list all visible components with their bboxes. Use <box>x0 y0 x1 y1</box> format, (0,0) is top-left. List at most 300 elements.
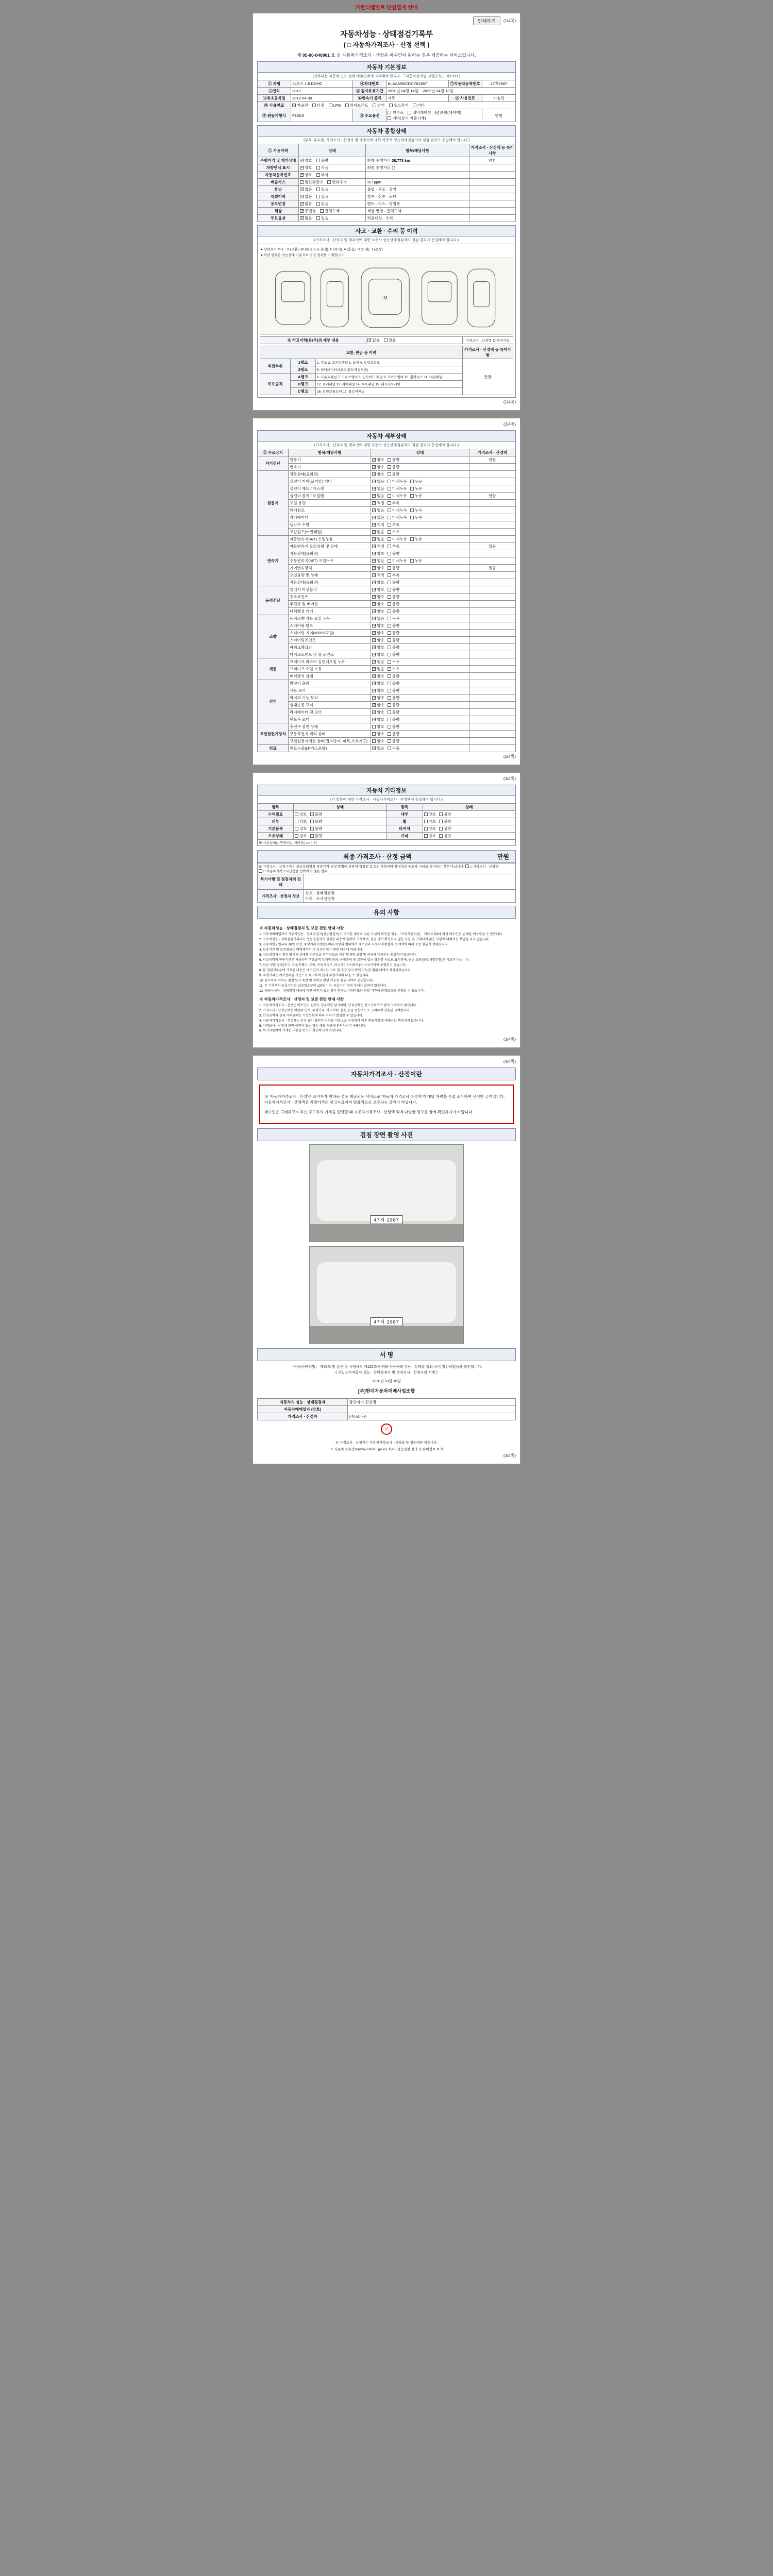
checkbox-label: 없음 <box>377 494 384 498</box>
checkbox-label: 부족 <box>392 522 400 527</box>
checkbox[interactable] <box>300 187 312 192</box>
checkbox[interactable] <box>388 745 400 751</box>
checkbox-fuel[interactable] <box>373 103 385 108</box>
checkbox[interactable] <box>372 536 384 542</box>
checkbox-icon[interactable] <box>408 111 411 114</box>
checkbox[interactable] <box>372 515 384 520</box>
checkbox-label: 없음 <box>377 746 384 751</box>
checkbox-icon[interactable] <box>424 812 428 816</box>
checkbox-icon[interactable] <box>388 552 391 555</box>
table-row <box>258 709 516 716</box>
checkbox[interactable] <box>388 587 400 592</box>
checkbox-icon[interactable] <box>372 718 376 721</box>
checkbox-icon[interactable] <box>388 595 391 599</box>
checkbox-icon[interactable] <box>310 827 314 831</box>
checkbox-icon[interactable] <box>372 710 376 714</box>
checkbox-icon[interactable] <box>372 458 376 462</box>
checkbox[interactable] <box>372 724 384 730</box>
checkbox-icon[interactable] <box>388 689 391 692</box>
checkbox[interactable] <box>295 826 307 832</box>
checkbox-icon[interactable] <box>388 653 391 656</box>
checkbox[interactable] <box>300 172 312 178</box>
checkbox[interactable] <box>372 587 384 592</box>
checkbox[interactable] <box>310 833 323 839</box>
checkbox-icon[interactable] <box>388 487 391 490</box>
checkbox-icon[interactable] <box>372 472 376 476</box>
checkbox-icon[interactable] <box>300 202 304 206</box>
checkbox[interactable] <box>316 201 329 207</box>
checkbox-option[interactable] <box>435 110 461 115</box>
checkbox[interactable] <box>388 594 400 600</box>
checkbox[interactable] <box>410 558 423 564</box>
checkbox-icon[interactable] <box>410 537 414 541</box>
checkbox-icon[interactable] <box>316 159 320 162</box>
checkbox[interactable] <box>316 165 329 171</box>
checkbox[interactable] <box>388 695 400 701</box>
checkbox[interactable] <box>372 507 384 513</box>
checkbox[interactable] <box>410 515 423 520</box>
checkbox[interactable] <box>388 731 400 737</box>
checkbox[interactable] <box>388 724 400 730</box>
checkbox-icon[interactable] <box>372 667 376 671</box>
checkbox-icon[interactable] <box>435 111 439 114</box>
checkbox-icon[interactable] <box>372 624 376 628</box>
checkbox-icon[interactable] <box>372 703 376 707</box>
checkbox[interactable] <box>424 811 436 817</box>
col-header: 가격조사 · 산정액 등 특이사항 <box>469 144 515 157</box>
checkbox[interactable] <box>372 630 384 636</box>
checkbox[interactable] <box>372 558 384 564</box>
checkbox[interactable] <box>388 681 400 686</box>
checkbox-icon[interactable] <box>424 834 428 838</box>
checkbox[interactable] <box>424 833 436 839</box>
checkbox[interactable] <box>388 479 407 484</box>
checkbox-icon[interactable] <box>310 820 314 823</box>
checkbox-icon[interactable] <box>424 820 428 823</box>
checkbox-icon[interactable] <box>316 195 320 198</box>
checkbox-option[interactable] <box>388 115 426 121</box>
checkbox[interactable] <box>310 826 323 832</box>
checkbox[interactable] <box>388 544 400 549</box>
checkbox[interactable] <box>388 515 407 520</box>
checkbox-icon[interactable] <box>372 617 376 620</box>
checkbox-icon[interactable] <box>388 739 391 743</box>
checkbox[interactable] <box>372 565 384 571</box>
checkbox-icon[interactable] <box>373 104 376 107</box>
checkbox-icon[interactable] <box>295 812 298 816</box>
checkbox[interactable] <box>372 500 384 506</box>
checkbox[interactable] <box>388 486 407 492</box>
checkbox-icon[interactable] <box>388 472 391 476</box>
checkbox[interactable] <box>388 659 400 665</box>
checkbox-icon[interactable] <box>295 820 298 823</box>
checkbox-icon[interactable] <box>310 834 314 838</box>
checkbox-icon[interactable] <box>372 653 376 656</box>
checkbox[interactable] <box>388 601 400 607</box>
checkbox[interactable] <box>372 529 384 535</box>
checkbox-icon[interactable] <box>372 566 376 570</box>
checkbox-icon[interactable] <box>372 588 376 591</box>
checkbox[interactable] <box>295 833 307 839</box>
checkbox-icon[interactable] <box>439 827 443 831</box>
checkbox-icon[interactable] <box>388 725 391 728</box>
rank-items <box>316 374 463 381</box>
checkbox-icon[interactable] <box>388 646 391 649</box>
table-row <box>258 1413 516 1420</box>
checkbox-icon[interactable] <box>388 638 391 642</box>
checkbox-icon[interactable] <box>388 116 391 120</box>
checkbox[interactable] <box>316 187 329 192</box>
checkbox-icon[interactable] <box>388 537 391 541</box>
checkbox[interactable] <box>310 819 323 824</box>
checkbox-icon[interactable] <box>388 458 391 462</box>
checkbox[interactable] <box>316 172 329 178</box>
checkbox-icon[interactable] <box>372 725 376 728</box>
checkbox[interactable] <box>295 819 307 824</box>
checkbox-icon[interactable] <box>372 660 376 664</box>
checkbox-icon[interactable] <box>439 812 443 816</box>
checkbox-icon[interactable] <box>388 573 391 577</box>
checkbox-icon[interactable] <box>410 516 414 519</box>
checkbox[interactable] <box>372 673 384 679</box>
checkbox[interactable] <box>327 179 347 185</box>
checkbox-icon[interactable] <box>388 494 391 498</box>
checkbox[interactable] <box>372 551 384 556</box>
table-row <box>258 557 516 565</box>
checkbox[interactable] <box>372 493 384 499</box>
checkbox[interactable] <box>388 688 400 693</box>
checkbox-icon[interactable] <box>320 209 324 213</box>
checkbox[interactable] <box>424 826 436 832</box>
checkbox-icon[interactable] <box>372 682 376 685</box>
checkbox[interactable] <box>372 486 384 492</box>
safe-payment-link[interactable]: 커런티캡먼트 안심결제 안내 <box>355 5 418 11</box>
checkbox-icon[interactable] <box>388 682 391 685</box>
item-memo <box>469 622 515 630</box>
checkbox[interactable] <box>372 681 384 686</box>
checkbox[interactable] <box>367 337 380 343</box>
rank-items <box>316 388 463 395</box>
checkbox-icon[interactable] <box>372 530 376 534</box>
checkbox-label: 불량 <box>392 732 400 736</box>
checkbox[interactable] <box>465 864 498 869</box>
checkbox-fuel[interactable] <box>389 103 409 108</box>
checkbox-icon[interactable] <box>388 732 391 736</box>
checkbox[interactable] <box>388 637 400 643</box>
appraisal-explain-title: 자동차가격조사 · 산정이란 <box>257 1067 516 1080</box>
checkbox[interactable] <box>410 536 423 542</box>
checkbox-icon[interactable] <box>465 865 469 868</box>
checkbox[interactable] <box>372 522 384 528</box>
checkbox[interactable] <box>300 201 312 207</box>
checkbox[interactable] <box>388 645 400 650</box>
checkbox-icon[interactable] <box>388 631 391 635</box>
checkbox[interactable] <box>439 833 451 839</box>
checkbox[interactable] <box>372 594 384 600</box>
checkbox[interactable] <box>320 208 340 214</box>
checkbox-icon[interactable] <box>372 545 376 548</box>
checkbox-icon[interactable] <box>372 646 376 649</box>
checkbox-icon[interactable] <box>388 674 391 678</box>
checkbox[interactable] <box>388 464 400 470</box>
checkbox[interactable] <box>388 608 400 614</box>
checkbox-icon[interactable] <box>372 573 376 577</box>
checkbox[interactable] <box>388 666 400 672</box>
item-label: 오일 유량 <box>289 500 371 507</box>
checkbox-icon[interactable] <box>388 660 391 664</box>
checkbox-icon[interactable] <box>388 747 391 750</box>
checkbox[interactable] <box>388 652 400 657</box>
checkbox[interactable] <box>439 811 451 817</box>
checkbox-icon[interactable] <box>388 530 391 534</box>
checkbox-icon[interactable] <box>388 559 391 563</box>
checkbox-icon[interactable] <box>367 338 371 342</box>
checkbox[interactable] <box>372 731 384 737</box>
checkbox-icon[interactable] <box>410 480 414 483</box>
checkbox-icon[interactable] <box>372 638 376 642</box>
checkbox-icon[interactable] <box>295 827 298 831</box>
checkbox[interactable] <box>372 572 384 578</box>
checkbox[interactable] <box>388 565 400 571</box>
checkbox-icon[interactable] <box>388 523 391 527</box>
checkbox[interactable] <box>388 536 407 542</box>
checkbox-icon[interactable] <box>388 617 391 620</box>
checkbox-icon[interactable] <box>389 104 393 107</box>
etc-options <box>294 833 386 840</box>
checkbox[interactable] <box>372 717 384 722</box>
checkbox[interactable] <box>372 652 384 657</box>
checkbox[interactable] <box>295 811 307 817</box>
checkbox-icon[interactable] <box>372 602 376 606</box>
checkbox[interactable] <box>388 493 407 499</box>
checkbox-icon[interactable] <box>388 710 391 714</box>
checkbox-icon[interactable] <box>327 180 331 184</box>
checkbox[interactable] <box>410 493 423 499</box>
checkbox[interactable] <box>372 745 384 751</box>
checkbox[interactable] <box>372 544 384 549</box>
checkbox-icon[interactable] <box>372 494 376 498</box>
checkbox[interactable] <box>388 500 400 506</box>
checkbox-icon[interactable] <box>292 104 296 107</box>
checkbox[interactable] <box>388 616 400 621</box>
checkbox[interactable] <box>372 580 384 585</box>
checkbox-icon[interactable] <box>388 516 391 519</box>
checkbox-icon[interactable] <box>384 338 388 342</box>
checkbox-icon[interactable] <box>372 487 376 490</box>
section-basic-info-note: (기록부는 자동차 인도 전에 매수인에게 교부해야 합니다. 「자동차관리법 시행규칙」 제120조) <box>257 73 516 80</box>
checkbox[interactable] <box>388 580 400 585</box>
checkbox[interactable] <box>388 551 400 556</box>
checkbox[interactable] <box>388 738 400 744</box>
checkbox-icon[interactable] <box>372 689 376 692</box>
checkbox[interactable] <box>388 709 400 715</box>
checkbox-icon[interactable] <box>388 545 391 548</box>
checkbox-icon[interactable] <box>388 465 391 469</box>
checkbox-icon[interactable] <box>300 209 304 213</box>
checkbox[interactable] <box>372 464 384 470</box>
checkbox-icon[interactable] <box>372 516 376 519</box>
checkbox-icon[interactable] <box>388 624 391 628</box>
checkbox[interactable] <box>388 572 400 578</box>
checkbox-icon[interactable] <box>295 834 298 838</box>
checkbox[interactable] <box>300 194 312 199</box>
checkbox[interactable] <box>439 826 451 832</box>
checkbox-icon[interactable] <box>300 173 304 177</box>
print-button[interactable]: 인쇄하기 <box>473 16 500 25</box>
checkbox-icon[interactable] <box>388 696 391 700</box>
checkbox-icon[interactable] <box>372 523 376 527</box>
checkbox-icon[interactable] <box>372 581 376 584</box>
checkbox[interactable] <box>388 558 407 564</box>
checkbox[interactable] <box>372 601 384 607</box>
checkbox-icon[interactable] <box>300 166 304 170</box>
checkbox-icon[interactable] <box>388 588 391 591</box>
checkbox-icon[interactable] <box>372 509 376 512</box>
item-options <box>371 579 469 586</box>
checkbox-icon[interactable] <box>300 188 304 191</box>
checkbox-icon[interactable] <box>372 559 376 563</box>
checkbox-icon[interactable] <box>345 104 349 107</box>
checkbox-icon[interactable] <box>372 732 376 736</box>
checkbox[interactable] <box>300 158 312 163</box>
checkbox[interactable] <box>388 630 400 636</box>
checkbox-icon[interactable] <box>388 667 391 671</box>
checkbox[interactable] <box>410 479 423 484</box>
checkbox-icon[interactable] <box>388 111 391 114</box>
checkbox-icon[interactable] <box>372 537 376 541</box>
checkbox-icon[interactable] <box>316 188 320 191</box>
checkbox[interactable] <box>316 194 329 199</box>
checkbox-icon[interactable] <box>388 509 391 512</box>
checkbox-icon[interactable] <box>439 820 443 823</box>
checkbox[interactable] <box>388 717 400 722</box>
tire-note: ※ 사용설비(□ 안전띠(□ 에어컨(□ □ 기타 <box>258 840 516 846</box>
checkbox-icon[interactable] <box>388 566 391 570</box>
checkbox-icon[interactable] <box>310 812 314 816</box>
terms-item: 12. 자동차성능 · 상태점검 내용에 대한 이의가 있는 경우 한국소비자원 또는 관할 기관에 분쟁조정을 신청할 수 있습니다. <box>259 989 425 993</box>
checkbox-icon[interactable] <box>300 180 304 184</box>
checkbox-icon[interactable] <box>259 869 262 873</box>
checkbox-icon[interactable] <box>410 559 414 563</box>
checkbox-fuel[interactable] <box>413 103 425 108</box>
row-label: 배출가스 <box>258 179 299 186</box>
checkbox-icon[interactable] <box>329 104 332 107</box>
table-row <box>258 471 516 478</box>
checkbox[interactable] <box>316 158 329 163</box>
checkbox-icon[interactable] <box>388 718 391 721</box>
checkbox-icon[interactable] <box>316 173 320 177</box>
checkbox-icon[interactable] <box>372 552 376 555</box>
checkbox[interactable] <box>372 457 384 463</box>
checkbox-icon[interactable] <box>439 834 443 838</box>
checkbox-icon[interactable] <box>372 631 376 635</box>
checkbox[interactable] <box>388 522 400 528</box>
checkbox-icon[interactable] <box>410 487 414 490</box>
checkbox-option[interactable] <box>408 110 431 115</box>
checkbox-icon[interactable] <box>372 609 376 613</box>
checkbox-fuel[interactable] <box>329 103 341 108</box>
checkbox[interactable] <box>372 659 384 665</box>
checkbox[interactable] <box>372 738 384 744</box>
checkbox[interactable] <box>424 819 436 824</box>
checkbox[interactable] <box>388 457 400 463</box>
checkbox[interactable] <box>372 695 384 701</box>
checkbox-icon[interactable] <box>300 159 304 162</box>
checkbox[interactable] <box>372 479 384 484</box>
checkbox-fuel[interactable] <box>292 103 308 108</box>
checkbox[interactable] <box>300 179 323 185</box>
checkbox[interactable] <box>372 688 384 693</box>
checkbox[interactable] <box>372 616 384 621</box>
checkbox-icon[interactable] <box>388 501 391 505</box>
checkbox-icon[interactable] <box>388 703 391 707</box>
checkbox-icon[interactable] <box>372 696 376 700</box>
checkbox-icon[interactable] <box>316 216 320 220</box>
checkbox-icon[interactable] <box>413 104 416 107</box>
checkbox-icon[interactable] <box>372 739 376 743</box>
checkbox[interactable] <box>410 507 423 513</box>
checkbox-icon[interactable] <box>372 595 376 599</box>
checkbox-icon[interactable] <box>388 480 391 483</box>
checkbox[interactable] <box>372 709 384 715</box>
item-label: 스티어링 기어(MDPS포함) <box>289 630 371 637</box>
checkbox[interactable] <box>388 507 407 513</box>
checkbox-icon[interactable] <box>372 501 376 505</box>
checkbox-icon[interactable] <box>316 202 320 206</box>
checkbox[interactable] <box>388 529 400 535</box>
checkbox-label: 누유 <box>414 537 423 541</box>
checkbox-icon[interactable] <box>372 674 376 678</box>
checkbox[interactable] <box>310 811 323 817</box>
checkbox-icon[interactable] <box>372 747 376 750</box>
checkbox[interactable] <box>439 819 451 824</box>
checkbox[interactable] <box>372 637 384 643</box>
checkbox-icon[interactable] <box>300 216 304 220</box>
checkbox-icon[interactable] <box>424 827 428 831</box>
checkbox-icon[interactable] <box>316 166 320 170</box>
checkbox-icon[interactable] <box>388 609 391 613</box>
checkbox[interactable] <box>388 702 400 708</box>
checkbox-icon[interactable] <box>312 104 316 107</box>
checkbox-icon[interactable] <box>372 480 376 483</box>
checkbox-icon[interactable] <box>410 509 414 512</box>
checkbox[interactable] <box>388 471 400 477</box>
checkbox-icon[interactable] <box>372 465 376 469</box>
checkbox-icon[interactable] <box>388 581 391 584</box>
checkbox[interactable] <box>300 215 312 221</box>
checkbox[interactable] <box>372 702 384 708</box>
checkbox-icon[interactable] <box>388 602 391 606</box>
checkbox[interactable] <box>316 215 329 221</box>
checkbox[interactable] <box>300 208 316 214</box>
checkbox[interactable] <box>410 486 423 492</box>
checkbox[interactable] <box>372 645 384 650</box>
checkbox-fuel[interactable] <box>312 103 325 108</box>
checkbox-option[interactable] <box>388 110 404 115</box>
checkbox-icon[interactable] <box>410 494 414 498</box>
checkbox-icon[interactable] <box>300 195 304 198</box>
checkbox[interactable] <box>372 666 384 672</box>
checkbox[interactable] <box>388 623 400 629</box>
checkbox[interactable] <box>372 623 384 629</box>
checkbox-fuel[interactable] <box>345 103 368 108</box>
checkbox[interactable] <box>388 673 400 679</box>
checkbox[interactable] <box>300 165 312 171</box>
checkbox[interactable] <box>384 337 396 343</box>
checkbox[interactable] <box>372 608 384 614</box>
checkbox[interactable] <box>372 471 384 477</box>
checkbox[interactable] <box>259 869 327 873</box>
